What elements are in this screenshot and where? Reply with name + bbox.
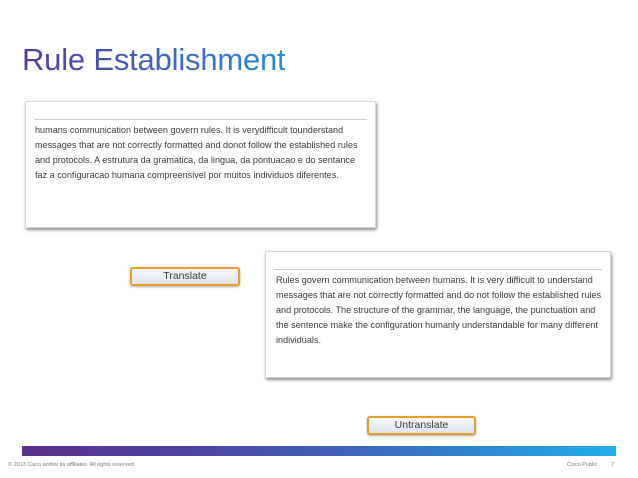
card-divider [274, 269, 602, 270]
copyright-text: © 2013 Cisco and/or its affiliates. All rights reserved. [8, 462, 136, 468]
slide-title: Rule Establishment [22, 42, 286, 77]
classification-label: Cisco Public [567, 462, 598, 468]
scrambled-message-card [25, 101, 376, 228]
translated-message-text: Rules govern communication between humans. It is very difficult to understand messages that are not correctly formatted and do not follow the established rules and protocols. The structure of the grammar, the language, the punctuation and the sentence make the configuration humanly understandable for many different individuals. [276, 275, 602, 345]
translate-button[interactable]: Translate [130, 267, 240, 286]
footer-gradient-bar [22, 446, 616, 456]
untranslate-button[interactable]: Untranslate [367, 416, 476, 435]
scrambled-message-text: humans communication between govern rules. It is verydifficult tounderstand messages that are not correctly formatted and donot follow the established rules and protocols. A estrutura da gramatica, da lingua, da pontuacao e do sentance faz a configuracao humana compreensivel por muitos individuos diferentes. [35, 125, 358, 180]
translated-message-card [265, 251, 611, 378]
card-divider [34, 119, 367, 120]
page-number: 7 [611, 462, 615, 468]
